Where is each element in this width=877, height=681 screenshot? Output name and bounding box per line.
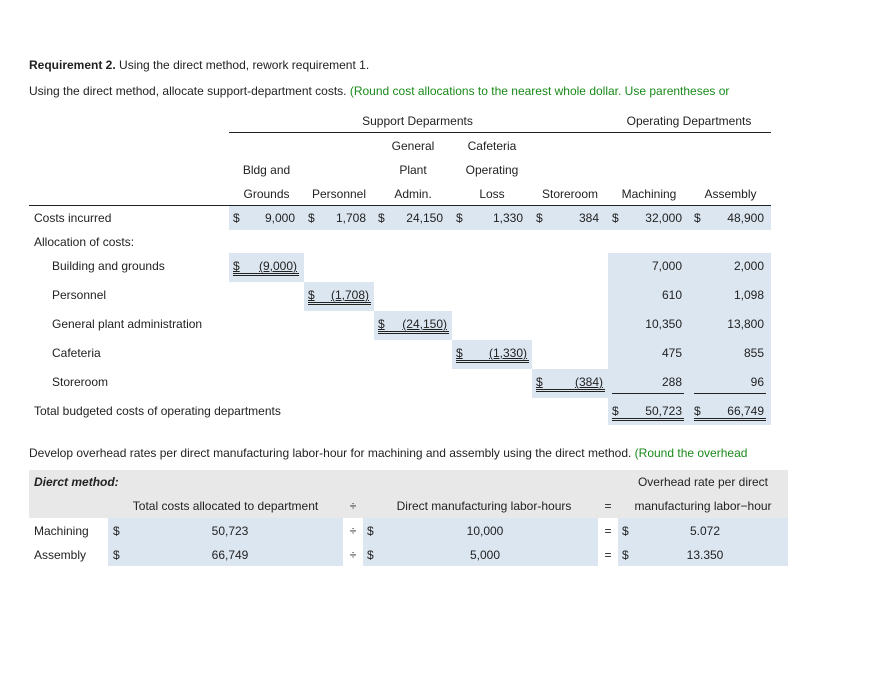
dollar-sign: $ <box>308 211 315 225</box>
alloc-personnel-assembly[interactable]: 1,098 <box>733 288 764 302</box>
neg-gpa-underline <box>378 317 449 334</box>
hours-header: Direct manufacturing labor-hours <box>396 499 572 513</box>
alloc-storeroom-machining[interactable]: 288 <box>661 375 682 389</box>
machining-sum-rule <box>612 393 684 394</box>
dollar-sign: $ <box>694 211 701 225</box>
total-machining-underline <box>612 404 684 421</box>
col-storeroom: Storeroom <box>541 187 599 201</box>
alloc-personnel-neg[interactable]: (1,708) <box>330 288 369 302</box>
operating-departments-header: Operating Departments <box>626 114 752 128</box>
col-bldg-1: Bldg and <box>242 163 291 177</box>
alloc-gpa-neg[interactable]: (24,150) <box>402 317 447 331</box>
costs-machining[interactable]: 32,000 <box>645 211 682 225</box>
row-label-storeroom: Storeroom <box>52 375 109 389</box>
rate-header-2: manufacturing labor−hour <box>634 499 772 513</box>
costs-bldg[interactable]: 9,000 <box>264 211 295 225</box>
group-header-rule <box>229 132 771 133</box>
costs-incurred-label: Costs incurred <box>34 211 112 225</box>
alloc-bldg-machining[interactable]: 7,000 <box>651 259 682 273</box>
alloc-caf-assembly[interactable]: 855 <box>743 346 764 360</box>
alloc-bldg-neg[interactable]: (9,000) <box>258 259 297 273</box>
dollar-sign: $ <box>536 375 543 389</box>
oh-rate-machining[interactable]: 5.072 <box>689 524 721 538</box>
col-gpa-3: Admin. <box>394 187 432 201</box>
dollar-sign: $ <box>622 524 629 538</box>
total-label: Total budgeted costs of operating departments <box>34 404 281 418</box>
row-label-personnel: Personnel <box>52 288 107 302</box>
row-label-gpa: General plant administration <box>52 317 203 331</box>
support-departments-header: Support Deparments <box>362 114 473 128</box>
oh-hours-assembly[interactable]: 5,000 <box>469 548 501 562</box>
row-label-cafeteria: Cafeteria <box>52 346 101 360</box>
alloc-caf-machining[interactable]: 475 <box>661 346 682 360</box>
dollar-sign: $ <box>378 317 385 331</box>
oh-label-machining: Machining <box>34 524 89 538</box>
alloc-bldg-assembly[interactable]: 2,000 <box>733 259 764 273</box>
divide-symbol: ÷ <box>349 499 357 513</box>
dollar-sign: $ <box>612 404 619 418</box>
oh-hours-machining[interactable]: 10,000 <box>466 524 504 538</box>
col-gpa-2: Plant <box>399 163 427 177</box>
oh-total-machining[interactable]: 50,723 <box>211 524 249 538</box>
divide-symbol: ÷ <box>349 524 357 538</box>
costs-personnel[interactable]: 1,708 <box>335 211 366 225</box>
dollar-sign: $ <box>113 548 120 562</box>
col-machining: Machining <box>621 187 677 201</box>
dollar-sign: $ <box>367 524 374 538</box>
dollar-sign: $ <box>694 404 701 418</box>
alloc-caf-neg[interactable]: (1,330) <box>488 346 527 360</box>
alloc-gpa-machining[interactable]: 10,350 <box>645 317 682 331</box>
dollar-sign: $ <box>233 259 240 273</box>
col-bldg-2: Grounds <box>243 187 290 201</box>
dollar-sign: $ <box>622 548 629 562</box>
alloc-storeroom-neg[interactable]: (384) <box>574 375 603 389</box>
total-assembly[interactable]: 66,749 <box>727 404 764 418</box>
total-costs-header: Total costs allocated to department <box>132 499 319 513</box>
costs-gpa[interactable]: 24,150 <box>406 211 443 225</box>
allocation-label: Allocation of costs: <box>34 235 135 249</box>
equals-symbol: = <box>604 499 612 513</box>
instructions: Using the direct method, allocate support-department costs. (Round cost allocations to the nearest whole dollar. Use parentheses or <box>29 84 730 98</box>
dollar-sign: $ <box>612 211 619 225</box>
oh-rate-assembly[interactable]: 13.350 <box>686 548 724 562</box>
dollar-sign: $ <box>456 346 463 360</box>
requirement-title: Requirement 2. Using the direct method, rework requirement 1. <box>29 58 370 72</box>
row-label-building: Building and grounds <box>52 259 165 273</box>
col-personnel: Personnel <box>311 187 367 201</box>
alloc-storeroom-assembly[interactable]: 96 <box>750 375 764 389</box>
dollar-sign: $ <box>113 524 120 538</box>
costs-assembly[interactable]: 48,900 <box>727 211 764 225</box>
neg-storeroom-underline <box>536 375 605 392</box>
col-caf-1: Cafeteria <box>467 139 517 153</box>
method-label: Dierct method: <box>34 475 119 489</box>
dollar-sign: $ <box>308 288 315 302</box>
costs-storeroom[interactable]: 384 <box>578 211 599 225</box>
operating-allocation-band <box>608 253 771 425</box>
equals-symbol: = <box>604 548 612 562</box>
alloc-gpa-assembly[interactable]: 13,800 <box>727 317 764 331</box>
neg-caf-underline <box>456 346 529 363</box>
assembly-sum-rule <box>694 393 766 394</box>
neg-personnel-underline <box>308 288 371 305</box>
rate-header-1: Overhead rate per direct <box>637 475 769 489</box>
oh-total-assembly[interactable]: 66,749 <box>211 548 249 562</box>
col-assembly: Assembly <box>704 187 757 201</box>
alloc-personnel-machining[interactable]: 610 <box>661 288 682 302</box>
equals-symbol: = <box>604 524 612 538</box>
neg-bldg-underline <box>233 259 299 276</box>
total-machining[interactable]: 50,723 <box>645 404 682 418</box>
dollar-sign: $ <box>536 211 543 225</box>
dollar-sign: $ <box>378 211 385 225</box>
dollar-sign: $ <box>367 548 374 562</box>
overhead-instructions: Develop overhead rates per direct manufacturing labor-hour for machining and assembly using the direct method. (Round the overhead <box>29 446 748 460</box>
dollar-sign: $ <box>456 211 463 225</box>
divide-symbol: ÷ <box>349 548 357 562</box>
oh-label-assembly: Assembly <box>34 548 87 562</box>
col-caf-2: Operating <box>465 163 519 177</box>
dollar-sign: $ <box>233 211 240 225</box>
costs-caf[interactable]: 1,330 <box>492 211 523 225</box>
col-caf-3: Loss <box>479 187 505 201</box>
total-assembly-underline <box>694 404 766 421</box>
col-gpa-1: General <box>391 139 435 153</box>
